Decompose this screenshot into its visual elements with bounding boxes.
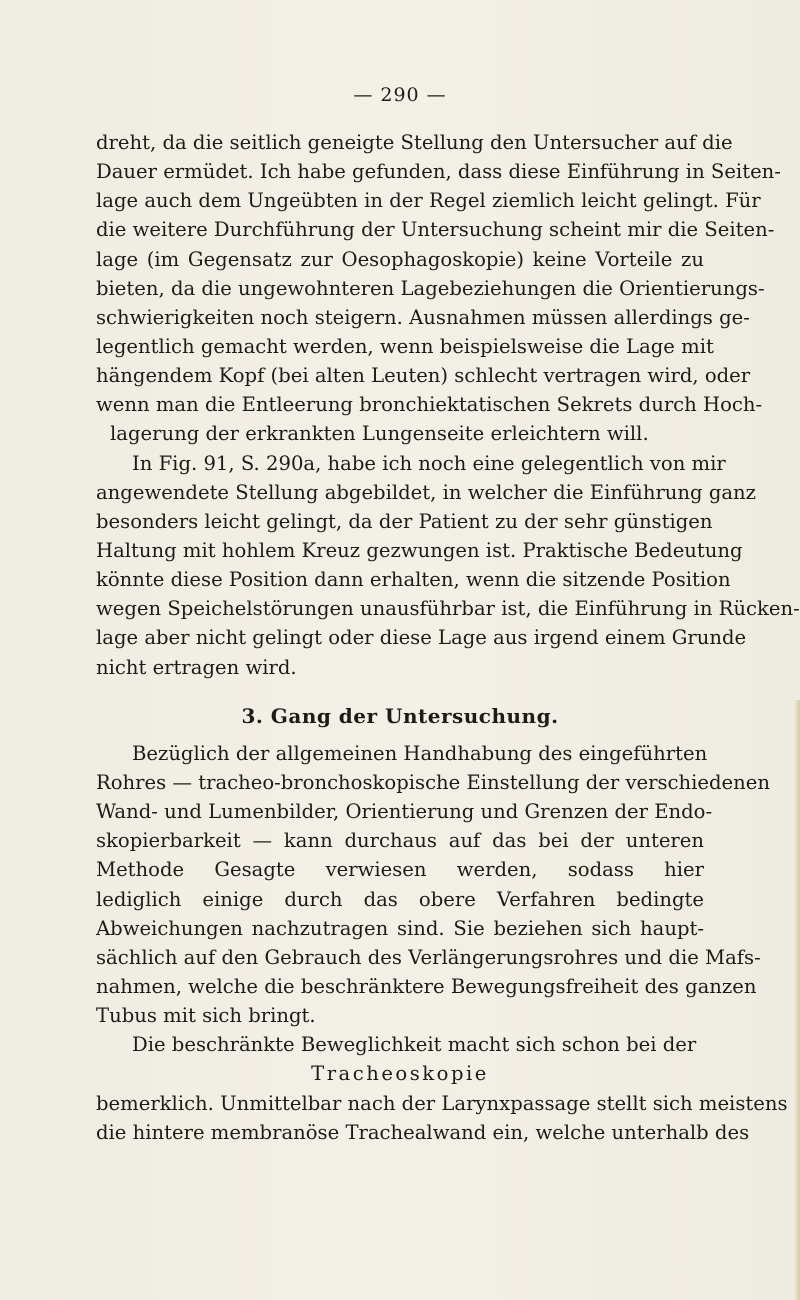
text-line: angewendete Stellung abgebildet, in welcher die Einführung ganz — [96, 480, 756, 504]
page-edge-shadow — [794, 700, 800, 1300]
text-line: legentlich gemacht werden, wenn beispielsweise die Lage mit — [96, 334, 714, 358]
text-line: die hintere membranöse Trachealwand ein, welche unterhalb des — [96, 1120, 750, 1144]
text-line: Haltung mit hohlem Kreuz gezwungen ist. Praktische Bedeutung — [96, 538, 743, 562]
text-line: Bezüglich der allgemeinen Handhabung des eingeführten — [132, 741, 708, 765]
text-line: bemerklich. Unmittelbar nach der Larynxpassage stellt sich meistens — [96, 1091, 788, 1115]
text-line: lediglich einige durch das obere Verfahren bedingte — [96, 887, 704, 911]
text-line: Rohres — tracheo-bronchoskopische Einstellung der verschiedenen — [96, 770, 770, 794]
text-line: wenn man die Entleerung bronchiektatischen Sekrets durch Hoch- — [96, 393, 763, 417]
text-line: Methode Gesagte verwiesen werden, sodass hier — [96, 858, 704, 882]
text-line: Wand- und Lumenbilder, Orientierung und Grenzen der Endo- — [96, 800, 713, 824]
text-line: schwierigkeiten noch steigern. Ausnahmen müssen allerdings ge- — [96, 305, 750, 329]
text-line: wegen Speichelstörungen unausführbar ist, die Einführung in Rücken- — [96, 597, 800, 621]
page-number: — 290 — — [353, 84, 447, 106]
text-line: sächlich auf den Gebrauch des Verlängerungsrohres und die Mafs- — [96, 945, 761, 969]
centered-term: Tracheoskopie — [311, 1062, 489, 1086]
text-line: lage aber nicht gelingt oder diese Lage aus irgend einem Grunde — [96, 626, 747, 650]
text-line: In Fig. 91, S. 290a, habe ich noch eine gelegentlich von mir — [132, 451, 726, 475]
body-text — [96, 128, 800, 1147]
text-line: besonders leicht gelingt, da der Patient zu der sehr günstigen — [96, 509, 713, 533]
text-line: bieten, da die ungewohnteren Lagebeziehungen die Orientierungs- — [96, 276, 765, 300]
text-line: lagerung der erkrankten Lungenseite erleichtern will. — [110, 422, 649, 446]
text-line: lage auch dem Ungeübten in der Regel ziemlich leicht gelingt. Für — [96, 189, 761, 213]
text-line: lage (im Gegensatz zur Oesophagoskopie) keine Vorteile zu — [96, 247, 704, 271]
text-line: hängendem Kopf (bei alten Leuten) schlecht vertragen wird, oder — [96, 364, 751, 388]
text-line: könnte diese Position dann erhalten, wenn die sitzende Position — [96, 568, 731, 592]
text-line: skopierbarkeit — kann durchaus auf das bei der unteren — [96, 829, 704, 853]
text-line: Dauer ermüdet. Ich habe gefunden, dass diese Einführung in Seiten- — [96, 160, 781, 184]
text-line: die weitere Durchführung der Untersuchung scheint mir die Seiten- — [96, 218, 775, 242]
section-heading: 3. Gang der Untersuchung. — [241, 703, 559, 728]
text-line: Die beschränkte Beweglichkeit macht sich schon bei der — [132, 1033, 697, 1057]
text-line: nicht ertragen wird. — [96, 655, 297, 679]
text-line: Abweichungen nachzutragen sind. Sie beziehen sich haupt- — [96, 916, 704, 940]
text-line: nahmen, welche die beschränktere Bewegungsfreiheit des ganzen — [96, 974, 757, 998]
text-line: dreht, da die seitlich geneigte Stellung den Untersucher auf die — [96, 131, 733, 154]
text-line: Tubus mit sich bringt. — [96, 1004, 316, 1028]
